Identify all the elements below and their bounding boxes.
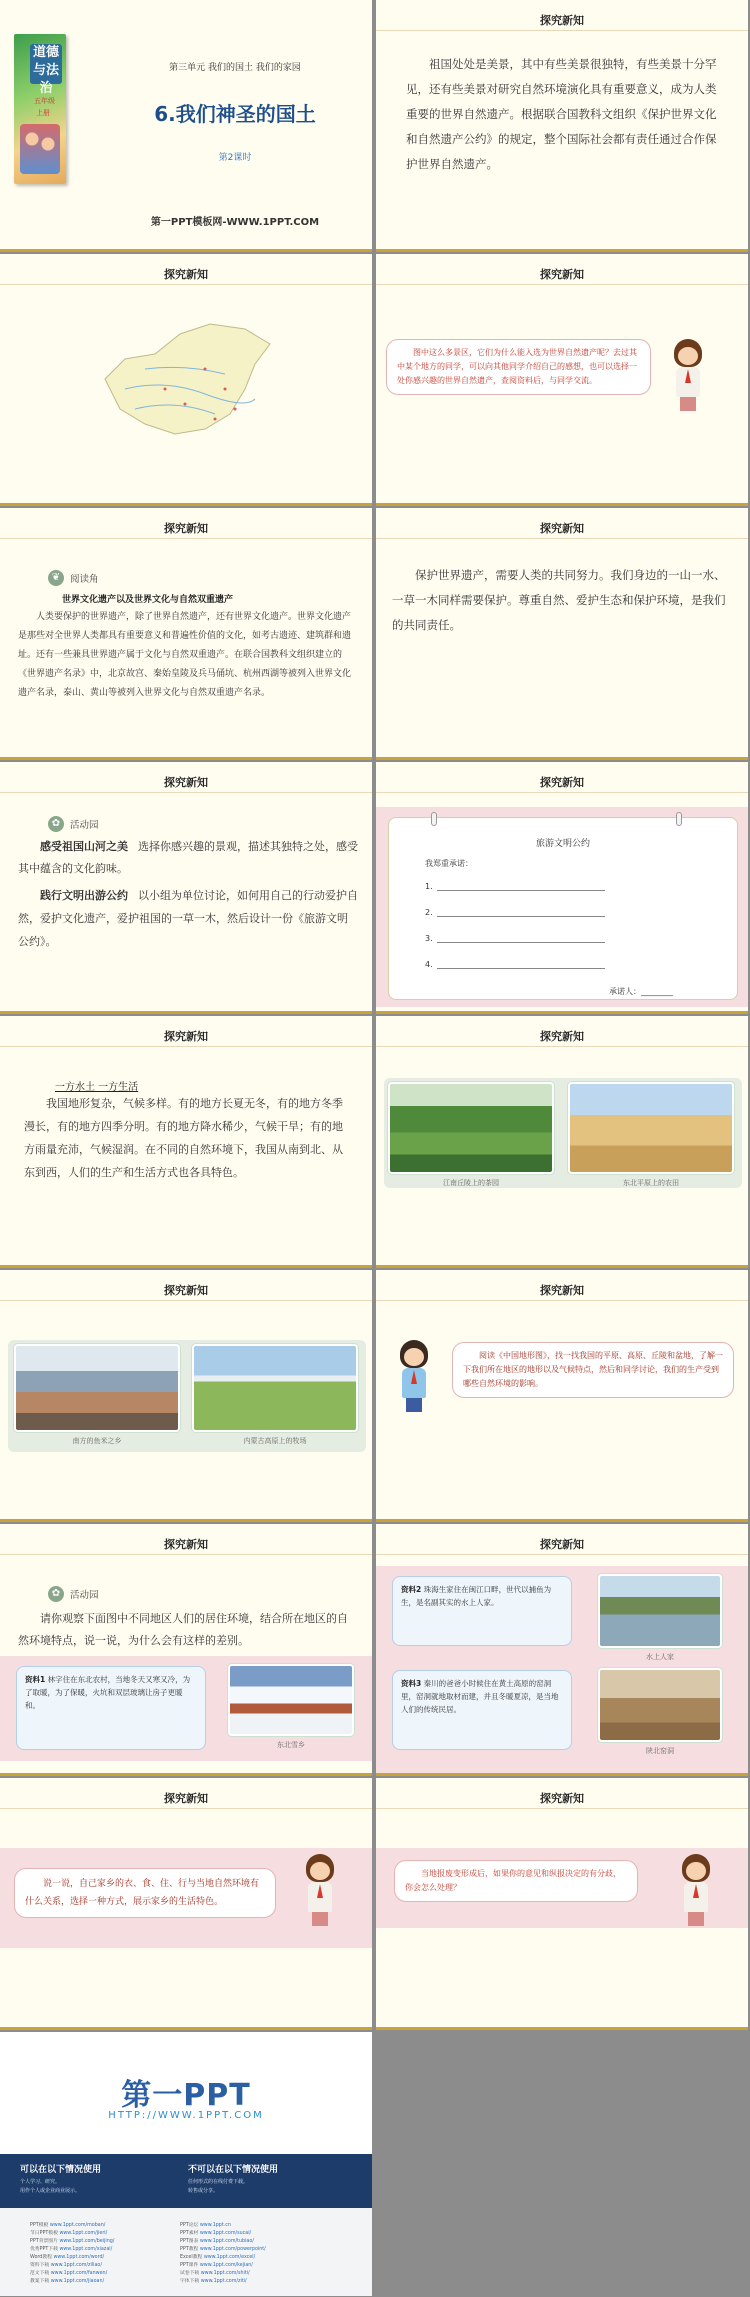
resource-link-label: 优秀PPT下载 [30,2247,60,2252]
pledge-item-4: 4. [425,960,433,969]
promo-logo-area [0,2032,372,2154]
activity-heading-1: 感受祖国山河之美 [40,840,128,853]
speech-bubble: 图中这么多景区，它们为什么能入选为世界自然遗产呢？去过其中某个地方的同学，可以向其他同学介绍自己的感想，也可以选择一处你感兴趣的世界自然遗产，查阅资料后，与同学交流。 [386,339,651,395]
slide-9 [0,1016,372,1268]
resource-link[interactable] [30,2270,107,2278]
pledge-item-1: 1. [425,882,433,891]
reading-corner-tag [48,570,99,586]
student-girl-illustration [668,339,708,411]
resource-links [0,2208,372,2296]
header-divider [376,1554,748,1555]
photo-caption: 东北平原上的农田 [623,1179,679,1187]
resource-link[interactable] [180,2222,231,2230]
pledge-intro: 我郑重承诺： [425,859,473,868]
slide-5 [0,508,372,760]
material-text: 秦川的爸爸小时候住在黄土高原的窑洞里，窑洞就地取材而建，并且冬暖夏凉，是当地人们的传统民居。 [401,1679,559,1714]
resource-link-label: PPT教程 [180,2247,200,2252]
lesson-number: 第2课时 [218,153,252,163]
cave-dwelling-photo [598,1668,722,1742]
slide-4 [376,254,748,506]
resource-link-url[interactable]: www.1ppt.com/powerpoint/ [199,2247,266,2252]
header-divider [0,792,372,793]
resource-link-url[interactable]: www.1ppt.com/jiaoan/ [50,2279,105,2284]
leaf-icon: ✿ [48,816,64,832]
pledge-title: 旅游文明公约 [535,839,590,849]
slide-11 [0,1270,372,1522]
slide-7 [0,762,372,1014]
resource-link[interactable] [180,2246,266,2254]
header-divider [376,1046,748,1047]
promo-slide [0,2032,372,2297]
brand-url[interactable]: HTTP://WWW.1PPT.COM [108,2110,264,2121]
slide-12 [376,1270,748,1522]
resource-link-url[interactable]: www.1ppt.com/sucai/ [199,2231,252,2236]
header-divider [0,1554,372,1555]
resource-link[interactable] [180,2270,250,2278]
book-grade: 五年级 [34,97,55,105]
tea-garden-photo [388,1082,554,1174]
resource-link-label: PPT素材 [180,2231,200,2236]
tag-label: 活动园 [70,820,99,831]
resource-link[interactable] [180,2230,251,2238]
slide-6 [376,508,748,760]
activity-text-1 [18,836,358,880]
resource-link-url[interactable]: www.1ppt.com/beijing/ [59,2239,115,2244]
resource-link[interactable] [30,2246,112,2254]
student-girl-illustration [300,1854,340,1926]
slide-header: 探究新知 [540,268,584,281]
textbook-cover [14,34,66,184]
material-label: 资料2 [401,1585,422,1594]
photo-caption: 水上人家 [646,1653,674,1661]
resource-link-label: PPT论坛 [180,2223,200,2228]
slide-header: 探究新知 [164,776,208,789]
header-divider [0,1300,372,1301]
pledge-item-3: 3. [425,934,433,943]
source-label: 第一PPT模板网-WWW.1PPT.COM [150,217,320,228]
header-divider [0,1808,372,1809]
resource-link-label: Word教程 [30,2255,54,2260]
resource-link[interactable] [30,2230,107,2238]
tag-label: 阅读角 [70,574,99,585]
material-text: 林字住在东北农村，当地冬天又寒又冷，为了取暖，为了保暖，火坑和双层玻璃让房子更暖和。 [25,1675,191,1710]
slide-cover [0,0,372,252]
header-divider [376,792,748,793]
photo-caption: 陕北窑洞 [646,1747,674,1755]
slide-header: 探究新知 [164,1284,208,1297]
activity-heading-2: 践行文明出游公约 [40,889,128,902]
resource-link[interactable] [30,2238,114,2246]
slide-header: 探究新知 [164,1792,208,1805]
pledge-item-2: 2. [425,908,433,917]
header-divider [376,284,748,285]
tag-label: 活动园 [70,1590,99,1601]
farmland-photo [568,1082,734,1174]
lesson-title: 6.我们神圣的国土 [154,102,316,126]
resource-link-label: Excel教程 [180,2255,204,2260]
can-use-line: 用作个人或企业商业展示。 [20,2188,81,2194]
resource-link-url[interactable]: www.1ppt.com/excel/ [203,2255,256,2260]
book-illustration [20,124,60,174]
leaf-icon: ❦ [48,570,64,586]
resource-link-label: 范文下载 [30,2271,51,2276]
activity-tag [48,1586,99,1602]
cannot-use-line: 任何形式的在线付费下载。 [188,2179,249,2185]
pledge-signer: 承诺人：________ [609,987,673,996]
slide-header: 探究新知 [164,268,208,281]
book-volume: 上册 [36,109,50,117]
resource-link-url[interactable]: www.1ppt.com/xiazai/ [59,2247,113,2252]
photo-caption: 南方的鱼米之乡 [72,1437,122,1445]
resource-link-label: PPT图表 [180,2239,200,2244]
material-box-3 [392,1670,572,1750]
header-divider [376,538,748,539]
student-girl-illustration [676,1854,716,1926]
slide-header: 探究新知 [540,776,584,789]
resource-link[interactable] [180,2278,247,2286]
slide-header: 探究新知 [540,1284,584,1297]
resource-link-label: PPT模板 [30,2223,50,2228]
resource-link-label: 节日PPT模板 [30,2231,60,2236]
speech-bubble: 说一说，自己家乡的衣、食、住、行与当地自然环境有什么关系，选择一种方式，展示家乡的生活特色。 [14,1868,276,1918]
leaf-icon: ✿ [48,1586,64,1602]
slide-14 [376,1524,748,1776]
resource-link-url[interactable]: www.1ppt.com/ziti/ [200,2279,247,2284]
resource-link[interactable] [180,2262,253,2270]
slide-16 [376,1778,748,2030]
slide-header: 探究新知 [164,1538,208,1551]
speech-bubble: 阅读《中国地形图》，找一找我国的平原、高原、丘陵和盆地，了解一下我们所在地区的地形以及气候特点，然后和同学讨论，我们的生产受到哪些自然环境的影响。 [452,1342,734,1398]
slide-header: 探究新知 [164,522,208,535]
resource-link[interactable] [30,2222,105,2230]
body-text: 我国地形复杂，气候多样。有的地方长夏无冬，有的地方冬季漫长，有的地方四季分明。有的地方降水稀少，气候干旱；有的地方雨量充沛，气候湿润。在不同的自然环境下，我国从南到北、从东到西，人们的生产和生活方式也各具特色。 [24,1097,343,1179]
slide-8 [376,762,748,1014]
empty-area [376,2032,750,2297]
resource-link-url[interactable]: www.1ppt.com/tubiao/ [199,2239,254,2244]
resource-link[interactable] [30,2278,104,2286]
resource-link-label: 教案下载 [30,2279,51,2284]
cannot-use-title: 不可以在以下情况使用 [188,2165,279,2175]
body-text: 保护世界遗产，需要人类的共同努力。我们身边的一山一水、一草一木同样需要保护。尊重自然、爱护生态和保护环境，是我们的共同责任。 [392,568,726,632]
snow-village-photo [228,1664,354,1736]
body-text: 请你观察下面图中不同地区人们的居住环境，结合所在地区的自然环境特点，说一说，为什么会有这样的差别。 [18,1612,348,1647]
resource-link-url[interactable]: www.1ppt.com/shiti/ [200,2271,250,2276]
fish-village-photo [14,1344,180,1432]
pin-icon [431,812,437,826]
resource-link-url[interactable]: www.1ppt.com/fanwen/ [50,2271,108,2276]
resource-link-url[interactable]: www.1ppt.com/kejian/ [199,2263,253,2268]
can-use-line: 个人学习、研究。 [20,2179,61,2185]
unit-title: 第三单元 我们的国土 我们的家园 [169,63,301,73]
resource-link-label: 资料下载 [30,2263,51,2268]
material-box-1 [16,1666,206,1750]
can-use-title: 可以在以下情况使用 [20,2165,102,2175]
slide-header: 探究新知 [540,522,584,535]
slide-10 [376,1016,748,1268]
slide-3 [0,254,372,506]
resource-link-label: 字体下载 [180,2279,201,2284]
resource-link-url[interactable]: www.1ppt.cn [199,2223,231,2228]
activity-body-1: 选择你感兴趣的景观，描述其独特之处，感受其中蕴含的文化韵味。 [18,840,358,875]
header-divider [0,538,372,539]
header-divider [0,284,372,285]
material-label: 资料1 [25,1675,46,1684]
slide-header: 探究新知 [540,1030,584,1043]
reading-subtitle: 世界文化遗产以及世界文化与自然双重遗产 [62,595,234,605]
speech-bubble: 当地报废变形成后，如果你的意见和纵报决定的有分歧，你会怎么处理？ [394,1860,638,1902]
resource-link-label: 试卷下载 [180,2271,201,2276]
pledge-line-2 [437,916,605,917]
pasture-photo [192,1344,358,1432]
slide-header: 探究新知 [540,14,584,27]
resource-link[interactable] [180,2254,255,2262]
slide-15 [0,1778,372,2030]
activity-body-2: 以小组为单位讨论，如何用自己的行动爱护自然，爱护文化遗产，爱护祖国的一草一木，然后设计一份《旅游文明公约》。 [18,889,358,948]
resource-link-url[interactable]: www.1ppt.com/ziliao/ [50,2263,102,2268]
resource-link[interactable] [30,2262,102,2270]
section-subtitle: 一方水土 一方生活 [55,1082,139,1093]
header-divider [376,1808,748,1809]
material-text: 珠海生家住在闽江口畔，世代以捕鱼为生，是名副其实的水上人家。 [401,1585,552,1607]
slide-13 [0,1524,372,1776]
brand-logo: 第一PPT [121,2078,251,2113]
civility-pledge-card [388,817,738,1000]
resource-link-url[interactable]: www.1ppt.com/word/ [53,2255,105,2260]
pledge-line-3 [437,942,605,943]
book-title: 道德与法治 [30,44,62,84]
material-box-2 [392,1576,572,1646]
slide-2 [376,0,748,252]
slide-header: 探究新知 [540,1538,584,1551]
header-divider [376,1300,748,1301]
photo-caption: 内蒙古高原上的牧场 [243,1437,307,1445]
china-heritage-map [85,319,285,439]
resource-link[interactable] [180,2238,254,2246]
pledge-line-1 [437,890,605,891]
resource-link-url[interactable]: www.1ppt.com/moban/ [49,2223,106,2228]
usage-terms [0,2154,372,2208]
activity-text-2 [18,884,358,953]
photo-caption: 江南丘陵上的茶园 [443,1179,499,1187]
pin-icon [676,812,682,826]
header-divider [0,1046,372,1047]
pledge-line-4 [437,968,605,969]
body-text: 祖国处处是美景，其中有些美景很独特，有些美景十分罕见，还有些美景对研究自然环境演化具有重要意义，成为人类重要的世界自然遗产。根据联合国教科文组织《保护世界文化和自然遗产公约》的规定，整个国际社会都有责任通过合作保护世界自然遗产。 [406,57,717,171]
resource-link-label: PPT课件 [180,2263,200,2268]
material-label: 资料3 [401,1679,422,1688]
water-village-photo [598,1574,722,1648]
resource-link-label: PPT背景图片 [30,2239,60,2244]
resource-link[interactable] [30,2254,104,2262]
header-divider [376,30,748,31]
reading-text: 人类要保护的世界遗产，除了世界自然遗产，还有世界文化遗产。世界文化遗产是那些对全世界人类都具有重要意义和普遍性价值的文化，如考古遗迹、建筑群和遗址。还有一些兼具世界遗产属于文化与自然双重遗产。在联合国教科文组织建立的《世界遗产名录》中，北京故宫、秦始皇陵及兵马俑坑、杭州西湖等被列入世界文化遗产名录，泰山、黄山等被列入世界文化与自然双重遗产名录。 [18,612,352,698]
resource-link-url[interactable]: www.1ppt.com/jieri/ [59,2231,108,2236]
cannot-use-line: 转售或分享。 [188,2188,219,2194]
slide-header: 探究新知 [540,1792,584,1805]
student-boy-illustration [394,1340,434,1412]
photo-caption: 东北雪乡 [277,1741,305,1749]
activity-tag [48,816,99,832]
slide-header: 探究新知 [164,1030,208,1043]
